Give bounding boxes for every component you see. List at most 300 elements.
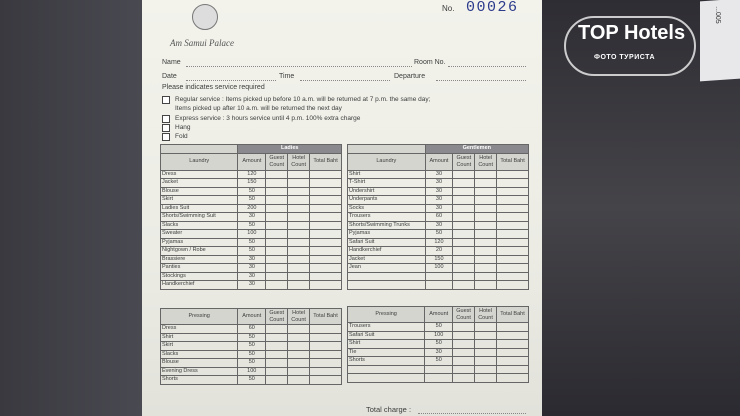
hotel-count-cell[interactable]	[288, 367, 310, 376]
table-row	[161, 170, 342, 179]
item-cell: Shirt	[161, 333, 238, 342]
total-cell[interactable]	[497, 247, 529, 256]
total-cell[interactable]	[310, 272, 342, 281]
item-cell: Shorts	[348, 357, 425, 366]
item-cell	[348, 281, 426, 290]
hotel-count-cell[interactable]	[475, 247, 497, 256]
guest-count-cell[interactable]	[453, 238, 475, 247]
hotel-count-cell[interactable]	[288, 264, 310, 273]
amount-cell	[425, 281, 453, 290]
amount-cell: 30	[238, 213, 266, 222]
item-cell: Tie	[348, 348, 425, 357]
amount-cell: 100	[238, 367, 266, 376]
total-cell[interactable]	[310, 247, 342, 256]
item-cell: Slacks	[161, 221, 238, 230]
item-cell: Safari Suit	[348, 331, 425, 340]
guest-count-cell[interactable]	[266, 221, 288, 230]
hotel-count-cell[interactable]	[288, 204, 310, 213]
total-cell[interactable]	[310, 359, 342, 368]
hotel-logo	[192, 4, 218, 30]
item-cell: Handkerchief	[348, 247, 426, 256]
amount-cell: 30	[238, 281, 266, 290]
item-cell: Shirt	[348, 170, 426, 179]
hotel-count-cell[interactable]	[475, 179, 497, 188]
hotel-count-cell[interactable]	[288, 325, 310, 334]
amount-cell: 200	[238, 204, 266, 213]
table-row	[161, 367, 342, 376]
gentlemen-pressing-table	[347, 306, 529, 383]
guest-count-cell[interactable]	[266, 342, 288, 351]
col-guest-count: Guest Count	[453, 307, 475, 323]
item-cell: Shirt	[348, 340, 425, 349]
total-cell[interactable]	[497, 255, 529, 264]
item-cell: Evening Dress	[161, 367, 238, 376]
guest-count-cell[interactable]	[266, 367, 288, 376]
total-cell[interactable]	[497, 238, 529, 247]
item-cell: Pyjamas	[161, 238, 238, 247]
total-cell[interactable]	[310, 367, 342, 376]
col-laundry: Laundry	[348, 153, 426, 170]
col-amount: Amount	[425, 307, 453, 323]
table-row	[161, 281, 342, 290]
guest-count-cell[interactable]	[453, 230, 475, 239]
name-line[interactable]	[186, 66, 412, 67]
guest-count-cell[interactable]	[266, 230, 288, 239]
guest-count-cell[interactable]	[453, 213, 475, 222]
total-cell[interactable]	[310, 255, 342, 264]
item-cell	[348, 374, 425, 383]
hotel-count-cell[interactable]	[288, 187, 310, 196]
table-row	[348, 230, 529, 239]
item-cell: Blouse	[161, 359, 238, 368]
table-row	[161, 204, 342, 213]
room-line[interactable]	[448, 66, 526, 67]
guest-count-cell[interactable]	[453, 323, 475, 332]
total-cell[interactable]	[310, 333, 342, 342]
ladies-header: Ladies	[238, 145, 342, 154]
total-cell[interactable]	[497, 187, 529, 196]
gentlemen-header: Gentlemen	[425, 145, 528, 154]
regular-service-label: Regular service : Items picked up before 10 a.m. will be returned at 7 p.m. the same day;	[175, 96, 431, 103]
amount-cell: 50	[425, 357, 453, 366]
guest-count-cell[interactable]	[266, 350, 288, 359]
laundry-form	[142, 0, 542, 416]
guest-count-cell[interactable]	[453, 272, 475, 281]
background-left	[0, 0, 150, 416]
table-row	[348, 213, 529, 222]
time-line[interactable]	[300, 80, 390, 81]
guest-count-cell[interactable]	[266, 333, 288, 342]
table-row	[161, 196, 342, 205]
amount-cell: 50	[238, 376, 266, 385]
col-total: Total Baht	[310, 309, 342, 325]
amount-cell: 100	[425, 264, 453, 273]
instructions: Please indicates service required	[162, 84, 265, 91]
guest-count-cell[interactable]	[266, 264, 288, 273]
item-cell: Pyjamas	[348, 230, 426, 239]
form-number: 00026	[466, 0, 519, 16]
amount-cell: 50	[238, 359, 266, 368]
guest-count-cell[interactable]	[266, 179, 288, 188]
hotel-count-cell[interactable]	[475, 272, 497, 281]
fold-checkbox[interactable]	[162, 133, 170, 141]
hotel-count-cell[interactable]	[475, 264, 497, 273]
guest-count-cell[interactable]	[266, 238, 288, 247]
total-cell[interactable]	[310, 281, 342, 290]
amount-cell: 100	[238, 230, 266, 239]
total-cell[interactable]	[310, 342, 342, 351]
table-row	[348, 187, 529, 196]
guest-count-cell[interactable]	[266, 187, 288, 196]
hotel-count-cell[interactable]	[288, 230, 310, 239]
item-cell: Socks	[348, 204, 426, 213]
hotel-count-cell[interactable]	[475, 323, 497, 332]
item-cell	[348, 272, 426, 281]
total-cell[interactable]	[310, 264, 342, 273]
table-row	[348, 196, 529, 205]
table-row	[348, 340, 529, 349]
guest-count-cell[interactable]	[453, 264, 475, 273]
express-service-label: Express service : 3 hours service until 4 p.m. 100% extra charge	[175, 115, 361, 122]
item-cell: Handkerchief	[161, 281, 238, 290]
col-hotel-count: Hotel Count	[288, 153, 310, 170]
hang-label: Hang	[175, 124, 191, 131]
amount-cell: 50	[238, 333, 266, 342]
table-row	[348, 357, 529, 366]
table-row	[161, 238, 342, 247]
watermark-sub: ФОТО ТУРИСТА	[594, 54, 656, 61]
table-row	[161, 333, 342, 342]
guest-count-cell[interactable]	[266, 325, 288, 334]
guest-count-cell[interactable]	[453, 374, 475, 383]
amount-cell: 60	[425, 213, 453, 222]
table-row	[348, 247, 529, 256]
guest-count-cell[interactable]	[453, 204, 475, 213]
hotel-count-cell[interactable]	[475, 331, 497, 340]
total-cell[interactable]	[310, 325, 342, 334]
amount-cell: 50	[238, 196, 266, 205]
item-cell: Jacket	[348, 255, 426, 264]
total-cell[interactable]	[497, 348, 529, 357]
guest-count-cell[interactable]	[453, 281, 475, 290]
hotel-count-cell[interactable]	[475, 213, 497, 222]
total-cell[interactable]	[310, 230, 342, 239]
total-cell[interactable]	[497, 196, 529, 205]
hotel-count-cell[interactable]	[475, 221, 497, 230]
amount-cell: 30	[425, 179, 453, 188]
departure-line[interactable]	[436, 80, 526, 81]
total-cell[interactable]	[497, 221, 529, 230]
col-guest-count: Guest Count	[453, 153, 475, 170]
guest-count-cell[interactable]	[266, 196, 288, 205]
amount-cell: 50	[238, 238, 266, 247]
item-cell: Safari Suit	[348, 238, 426, 247]
table-row	[161, 187, 342, 196]
table-row	[348, 170, 529, 179]
hotel-count-cell[interactable]	[475, 348, 497, 357]
hotel-count-cell[interactable]	[288, 247, 310, 256]
guest-count-cell[interactable]	[266, 204, 288, 213]
table-row	[161, 264, 342, 273]
guest-count-cell[interactable]	[266, 281, 288, 290]
total-cell[interactable]	[310, 376, 342, 385]
hotel-count-cell[interactable]	[288, 272, 310, 281]
total-cell[interactable]	[497, 170, 529, 179]
departure-label: Departure	[394, 73, 426, 80]
table-row	[348, 374, 529, 383]
total-cell[interactable]	[497, 179, 529, 188]
guest-count-cell[interactable]	[453, 170, 475, 179]
amount-cell: 50	[238, 221, 266, 230]
table-row	[161, 376, 342, 385]
total-cell[interactable]	[310, 204, 342, 213]
date-label: Date	[162, 73, 177, 80]
item-cell: Sweater	[161, 230, 238, 239]
table-row	[161, 359, 342, 368]
total-cell[interactable]	[497, 340, 529, 349]
amount-cell: 50	[238, 342, 266, 351]
hotel-count-cell[interactable]	[288, 281, 310, 290]
total-cell[interactable]	[497, 323, 529, 332]
guest-count-cell[interactable]	[453, 357, 475, 366]
amount-cell: 30	[238, 264, 266, 273]
item-cell: Blouse	[161, 187, 238, 196]
amount-cell: 50	[425, 230, 453, 239]
table-row	[161, 230, 342, 239]
item-cell: Ladies Suit	[161, 204, 238, 213]
table-row	[161, 325, 342, 334]
amount-cell: 50	[238, 247, 266, 256]
hotel-name: Am Samui Palace	[170, 38, 234, 48]
col-amount: Amount	[238, 309, 266, 325]
item-cell: Stockings	[161, 272, 238, 281]
hotel-count-cell[interactable]	[288, 342, 310, 351]
item-cell: Nightgown / Robe	[161, 247, 238, 256]
guest-count-cell[interactable]	[453, 179, 475, 188]
ladies-pressing-table	[160, 308, 342, 385]
table-row	[348, 365, 529, 374]
table-row	[161, 221, 342, 230]
total-cell[interactable]	[310, 179, 342, 188]
item-cell: Slacks	[161, 350, 238, 359]
guest-count-cell[interactable]	[453, 331, 475, 340]
total-cell[interactable]	[497, 204, 529, 213]
guest-count-cell[interactable]	[453, 255, 475, 264]
item-cell: Dress	[161, 170, 238, 179]
table-row	[348, 331, 529, 340]
amount-cell: 30	[425, 204, 453, 213]
col-hotel-count: Hotel Count	[475, 307, 497, 323]
total-cell[interactable]	[310, 238, 342, 247]
hotel-count-cell[interactable]	[288, 179, 310, 188]
amount-cell: 50	[238, 350, 266, 359]
table-row	[161, 350, 342, 359]
col-amount: Amount	[238, 153, 266, 170]
guest-count-cell[interactable]	[266, 213, 288, 222]
item-cell: Jacket	[161, 179, 238, 188]
hotel-count-cell[interactable]	[288, 170, 310, 179]
total-cell[interactable]	[497, 213, 529, 222]
hotel-count-cell[interactable]	[288, 221, 310, 230]
hotel-count-cell[interactable]	[288, 238, 310, 247]
amount-cell: 30	[425, 221, 453, 230]
total-cell[interactable]	[310, 170, 342, 179]
col-total: Total Baht	[497, 153, 529, 170]
hotel-count-cell[interactable]	[475, 340, 497, 349]
table-row	[161, 255, 342, 264]
amount-cell: 30	[425, 196, 453, 205]
col-total: Total Baht	[310, 153, 342, 170]
amount-cell	[425, 272, 453, 281]
amount-cell: 100	[425, 331, 453, 340]
hotel-count-cell[interactable]	[475, 187, 497, 196]
hotel-count-cell[interactable]	[475, 170, 497, 179]
item-cell: Shorts/Swimming Trunks	[348, 221, 426, 230]
table-row	[348, 221, 529, 230]
amount-cell: 50	[425, 340, 453, 349]
item-cell: Jean	[348, 264, 426, 273]
hotel-count-cell[interactable]	[475, 357, 497, 366]
item-cell: Trousers	[348, 323, 425, 332]
hotel-count-cell[interactable]	[288, 255, 310, 264]
item-cell: Panties	[161, 264, 238, 273]
guest-count-cell[interactable]	[453, 365, 475, 374]
room-label: Room No.	[414, 59, 446, 66]
total-cell[interactable]	[497, 357, 529, 366]
col-total: Total Baht	[497, 307, 529, 323]
total-cell[interactable]	[497, 365, 529, 374]
hotel-count-cell[interactable]	[475, 230, 497, 239]
table-row	[348, 238, 529, 247]
guest-count-cell[interactable]	[453, 221, 475, 230]
time-label: Time	[279, 73, 295, 80]
watermark-brand: TOP Hotels	[578, 22, 686, 44]
hotel-count-cell[interactable]	[475, 374, 497, 383]
item-cell: Shorts/Swimming Suit	[161, 213, 238, 222]
hotel-count-cell[interactable]	[288, 196, 310, 205]
guest-count-cell[interactable]	[266, 359, 288, 368]
table-row	[161, 272, 342, 281]
item-cell: Skirt	[161, 196, 238, 205]
hotel-count-cell[interactable]	[475, 196, 497, 205]
table-row	[348, 281, 529, 290]
table-row	[348, 264, 529, 273]
amount-cell: 30	[425, 348, 453, 357]
hotel-count-cell[interactable]	[475, 255, 497, 264]
amount-cell: 30	[238, 255, 266, 264]
total-charge-line[interactable]	[418, 413, 526, 414]
total-cell[interactable]	[497, 331, 529, 340]
table-row	[348, 323, 529, 332]
hotel-count-cell[interactable]	[288, 213, 310, 222]
ladies-laundry-table	[160, 144, 342, 290]
col-amount: Amount	[425, 153, 453, 170]
total-cell[interactable]	[497, 264, 529, 273]
item-cell	[348, 365, 425, 374]
amount-cell: 50	[238, 187, 266, 196]
amount-cell: 30	[238, 272, 266, 281]
guest-count-cell[interactable]	[266, 247, 288, 256]
table-row	[348, 255, 529, 264]
hotel-count-cell[interactable]	[475, 281, 497, 290]
amount-cell: 20	[425, 247, 453, 256]
table-row	[161, 247, 342, 256]
card-corner	[700, 0, 740, 81]
amount-cell: 30	[425, 187, 453, 196]
guest-count-cell[interactable]	[266, 272, 288, 281]
total-cell[interactable]	[497, 374, 529, 383]
table-row	[348, 179, 529, 188]
table-row	[348, 204, 529, 213]
item-cell: Underpants	[348, 196, 426, 205]
guest-count-cell[interactable]	[453, 196, 475, 205]
guest-count-cell[interactable]	[453, 187, 475, 196]
col-laundry: Laundry	[161, 153, 238, 170]
col-guest-count: Guest Count	[266, 309, 288, 325]
total-cell[interactable]	[310, 213, 342, 222]
card-text: ...005	[714, 5, 721, 24]
regular-service-checkbox[interactable]	[162, 96, 170, 104]
amount-cell: 60	[238, 325, 266, 334]
hang-checkbox[interactable]	[162, 124, 170, 132]
regular-service-note: Items picked up after 10 a.m. will be returned the next day	[175, 105, 342, 112]
total-cell[interactable]	[497, 272, 529, 281]
hotel-count-cell[interactable]	[288, 333, 310, 342]
item-cell: Dress	[161, 325, 238, 334]
hotel-count-cell[interactable]	[288, 359, 310, 368]
guest-count-cell[interactable]	[453, 340, 475, 349]
col-pressing: Pressing	[161, 309, 238, 325]
total-cell[interactable]	[310, 187, 342, 196]
guest-count-cell[interactable]	[266, 255, 288, 264]
hotel-count-cell[interactable]	[475, 238, 497, 247]
guest-count-cell[interactable]	[453, 348, 475, 357]
col-guest-count: Guest Count	[266, 153, 288, 170]
table-row	[161, 179, 342, 188]
item-cell: T-Shirt	[348, 179, 426, 188]
guest-count-cell[interactable]	[266, 170, 288, 179]
date-line[interactable]	[186, 80, 276, 81]
hotel-count-cell[interactable]	[475, 365, 497, 374]
amount-cell: 50	[425, 323, 453, 332]
col-hotel-count: Hotel Count	[288, 309, 310, 325]
hotel-count-cell[interactable]	[288, 350, 310, 359]
col-pressing: Pressing	[348, 307, 425, 323]
total-cell[interactable]	[310, 196, 342, 205]
table-row	[161, 342, 342, 351]
amount-cell	[425, 365, 453, 374]
total-cell[interactable]	[310, 350, 342, 359]
guest-count-cell[interactable]	[266, 376, 288, 385]
total-cell[interactable]	[497, 281, 529, 290]
total-cell[interactable]	[497, 230, 529, 239]
total-charge-label: Total charge :	[366, 405, 412, 414]
name-label: Name	[162, 59, 181, 66]
table-row	[161, 213, 342, 222]
total-cell[interactable]	[310, 221, 342, 230]
amount-cell: 120	[238, 170, 266, 179]
amount-cell: 150	[425, 255, 453, 264]
item-cell: Skirt	[161, 342, 238, 351]
item-cell: Undershirt	[348, 187, 426, 196]
item-cell: Trousers	[348, 213, 426, 222]
express-service-checkbox[interactable]	[162, 115, 170, 123]
table-row	[348, 272, 529, 281]
hotel-count-cell[interactable]	[288, 376, 310, 385]
gentlemen-laundry-table	[347, 144, 529, 290]
hotel-count-cell[interactable]	[475, 204, 497, 213]
guest-count-cell[interactable]	[453, 247, 475, 256]
